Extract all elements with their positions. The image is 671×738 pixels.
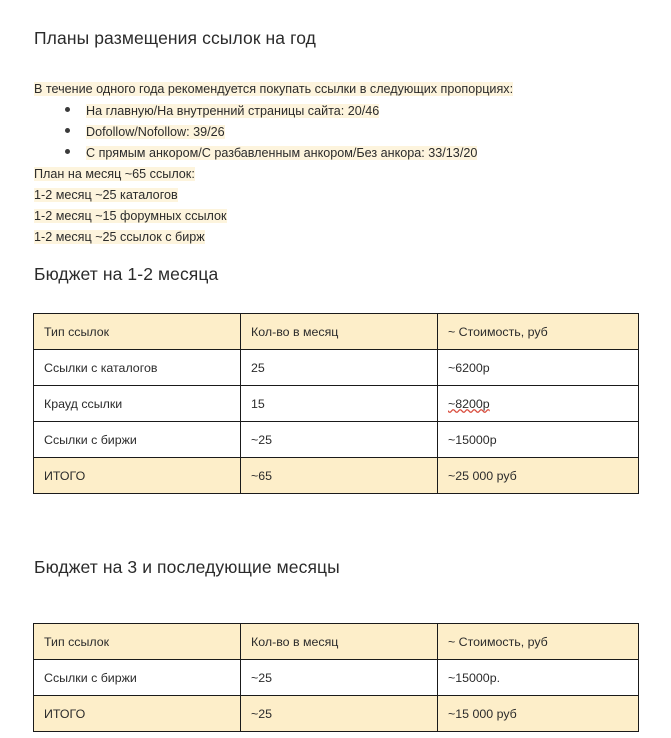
monthly-plan-line xyxy=(34,228,634,246)
cell-total-qty: ~25 xyxy=(241,696,438,732)
cell-cost xyxy=(438,386,639,422)
column-header-cost-rub: ~ Стоимость, руб xyxy=(438,314,639,350)
monthly-plan-title-text: План на месяц ~65 ссылок: xyxy=(34,167,195,181)
cell-total-cost: ~15 000 руб xyxy=(438,696,639,732)
list-item xyxy=(34,102,634,120)
intro-paragraph-text: В течение одного года рекомендуется покупать ссылки в следующих пропорциях: xyxy=(34,82,514,96)
monthly-plan-line-text: 1-2 месяц ~15 форумных ссылок xyxy=(34,209,227,223)
intro-paragraph xyxy=(34,80,634,98)
table-row xyxy=(34,350,639,386)
cell-cost: ~15000р xyxy=(438,422,639,458)
monthly-plan-title xyxy=(34,165,634,183)
cell-link-type: Ссылки с биржи xyxy=(34,660,241,696)
section-title-budget-3-plus: Бюджет на 3 и последующие месяцы xyxy=(34,557,340,577)
cell-link-type: Ссылки с биржи xyxy=(34,422,241,458)
cell-qty: ~25 xyxy=(241,660,438,696)
bullet-icon xyxy=(65,128,70,133)
cell-qty: 25 xyxy=(241,350,438,386)
monthly-plan-line xyxy=(34,186,634,204)
monthly-plan-block xyxy=(34,165,634,246)
cell-qty: 15 xyxy=(241,386,438,422)
cell-total-label: ИТОГО xyxy=(34,696,241,732)
column-header-qty-month: Кол-во в месяц xyxy=(241,624,438,660)
page-title-year-plans: Планы размещения ссылок на год xyxy=(34,28,316,48)
cell-link-type: Крауд ссылки xyxy=(34,386,241,422)
cell-qty: ~25 xyxy=(241,422,438,458)
table-row xyxy=(34,422,639,458)
list-item xyxy=(34,123,634,141)
section-title-budget-1-2: Бюджет на 1-2 месяца xyxy=(34,264,219,284)
column-header-link-type: Тип ссылок xyxy=(34,314,241,350)
cell-total-qty: ~65 xyxy=(241,458,438,494)
list-item-label: Dofollow/Nofollow: 39/26 xyxy=(86,125,225,139)
table-total-row xyxy=(34,696,639,732)
table-row xyxy=(34,660,639,696)
proportions-list xyxy=(34,102,634,162)
table-row xyxy=(34,386,639,422)
cell-link-type: Ссылки с каталогов xyxy=(34,350,241,386)
budget-table-1-2-months xyxy=(33,313,639,494)
cell-total-label: ИТОГО xyxy=(34,458,241,494)
cell-cost-spellchecked-text: ~8200р xyxy=(448,396,490,411)
monthly-plan-line xyxy=(34,207,634,225)
column-header-link-type: Тип ссылок xyxy=(34,624,241,660)
list-item-label: С прямым анкором/С разбавленным анкором/Без анкора: 33/13/20 xyxy=(86,146,478,160)
column-header-cost-rub: ~ Стоимость, руб xyxy=(438,624,639,660)
table-header-row xyxy=(34,624,639,660)
intro-text-block xyxy=(34,80,634,249)
monthly-plan-line-text: 1-2 месяц ~25 каталогов xyxy=(34,188,178,202)
budget-table-3-plus-months xyxy=(33,623,639,732)
cell-total-cost: ~25 000 руб xyxy=(438,458,639,494)
column-header-qty-month: Кол-во в месяц xyxy=(241,314,438,350)
table-total-row xyxy=(34,458,639,494)
cell-cost: ~15000р. xyxy=(438,660,639,696)
monthly-plan-line-text: 1-2 месяц ~25 ссылок с бирж xyxy=(34,230,205,244)
bullet-icon xyxy=(65,149,70,154)
table-header-row xyxy=(34,314,639,350)
list-item xyxy=(34,144,634,162)
bullet-icon xyxy=(65,107,70,112)
cell-cost: ~6200р xyxy=(438,350,639,386)
list-item-label: На главную/На внутренний страницы сайта: 20/46 xyxy=(86,104,380,118)
